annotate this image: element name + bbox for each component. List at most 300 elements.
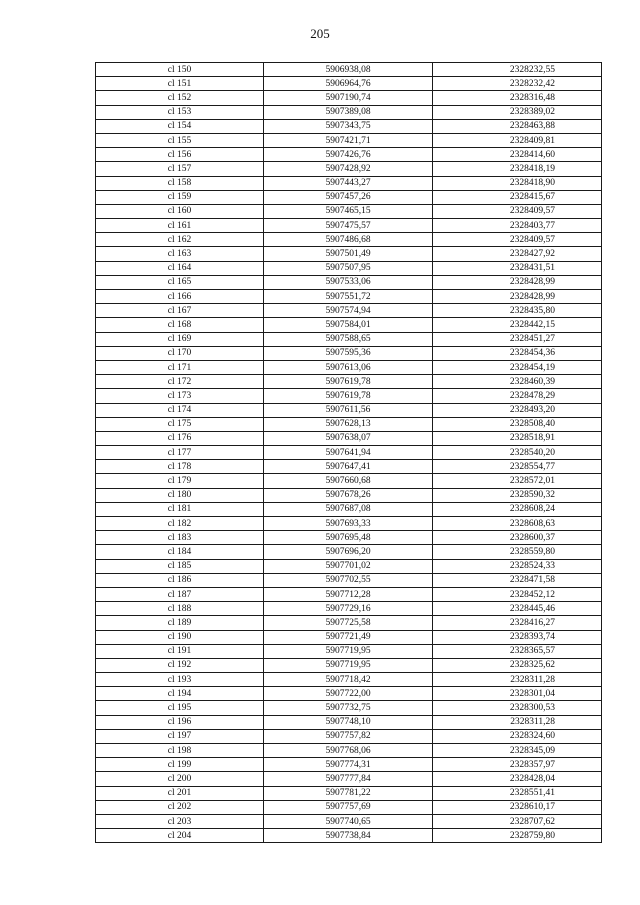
x-coordinate-cell [264, 602, 433, 616]
x-coordinate-cell [264, 119, 433, 133]
y-coordinate-cell [433, 431, 602, 445]
point-name-cell [96, 233, 264, 247]
point-name-text: cl 156 [167, 149, 192, 160]
x-coordinate-cell [264, 403, 433, 417]
point-name-text: cl 167 [167, 305, 192, 316]
table-row [96, 204, 602, 218]
y-coordinate-cell [433, 63, 602, 77]
point-name-text: cl 188 [167, 603, 192, 614]
table-row [96, 133, 602, 147]
table-row [96, 219, 602, 233]
y-coordinate-text: 2328389,02 [509, 107, 555, 118]
point-name-cell [96, 602, 264, 616]
y-coordinate-text: 2328478,29 [509, 390, 555, 401]
point-name-cell [96, 673, 264, 687]
table-row [96, 602, 602, 616]
point-name-text: cl 196 [167, 717, 192, 728]
point-name-cell [96, 332, 264, 346]
y-coordinate-cell [433, 715, 602, 729]
point-name-cell [96, 431, 264, 445]
y-coordinate-text: 2328590,32 [509, 490, 555, 501]
x-coordinate-text: 5907777,84 [325, 773, 371, 784]
y-coordinate-cell [433, 119, 602, 133]
x-coordinate-text: 5907389,08 [325, 107, 371, 118]
y-coordinate-text: 2328316,48 [509, 92, 555, 103]
x-coordinate-cell [264, 375, 433, 389]
table-row [96, 148, 602, 162]
point-name-text: cl 181 [167, 504, 192, 515]
point-name-text: cl 194 [167, 688, 192, 699]
x-coordinate-cell [264, 360, 433, 374]
x-coordinate-text: 5907628,13 [325, 419, 371, 430]
table-row [96, 346, 602, 360]
y-coordinate-cell [433, 77, 602, 91]
point-name-text: cl 159 [167, 192, 192, 203]
x-coordinate-cell [264, 715, 433, 729]
y-coordinate-cell [433, 417, 602, 431]
point-name-cell [96, 360, 264, 374]
point-name-cell [96, 559, 264, 573]
point-name-text: cl 187 [167, 589, 192, 600]
x-coordinate-text: 5907702,55 [325, 575, 371, 586]
x-coordinate-text: 5907660,68 [325, 476, 371, 487]
x-coordinate-text: 5907443,27 [325, 178, 371, 189]
x-coordinate-cell [264, 162, 433, 176]
y-coordinate-cell [433, 360, 602, 374]
page-number: 205 [310, 26, 330, 41]
x-coordinate-text: 5907584,01 [325, 319, 371, 330]
x-coordinate-cell [264, 545, 433, 559]
x-coordinate-cell [264, 148, 433, 162]
point-name-cell [96, 814, 264, 828]
x-coordinate-cell [264, 729, 433, 743]
point-name-cell [96, 375, 264, 389]
point-name-text: cl 164 [167, 263, 192, 274]
point-name-text: cl 157 [167, 163, 192, 174]
table-row [96, 119, 602, 133]
y-coordinate-text: 2328460,39 [509, 376, 555, 387]
point-name-text: cl 155 [167, 135, 192, 146]
y-coordinate-text: 2328409,81 [509, 135, 555, 146]
x-coordinate-cell [264, 190, 433, 204]
point-name-text: cl 161 [167, 220, 192, 231]
point-name-cell [96, 389, 264, 403]
table-row [96, 630, 602, 644]
y-coordinate-cell [433, 233, 602, 247]
x-coordinate-cell [264, 701, 433, 715]
table-row [96, 644, 602, 658]
x-coordinate-cell [264, 829, 433, 843]
y-coordinate-cell [433, 474, 602, 488]
x-coordinate-cell [264, 531, 433, 545]
table-row [96, 474, 602, 488]
y-coordinate-cell [433, 375, 602, 389]
y-coordinate-text: 2328454,19 [509, 362, 555, 373]
table-row [96, 190, 602, 204]
x-coordinate-cell [264, 446, 433, 460]
x-coordinate-text: 5907428,92 [325, 163, 371, 174]
x-coordinate-text: 5907507,95 [325, 263, 371, 274]
point-name-cell [96, 587, 264, 601]
y-coordinate-text: 2328301,04 [509, 688, 555, 699]
y-coordinate-text: 2328508,40 [509, 419, 555, 430]
point-name-cell [96, 304, 264, 318]
y-coordinate-cell [433, 758, 602, 772]
point-name-text: cl 171 [167, 362, 192, 373]
point-name-cell [96, 63, 264, 77]
y-coordinate-cell [433, 701, 602, 715]
table-row [96, 403, 602, 417]
x-coordinate-text: 5907465,15 [325, 206, 371, 217]
table-row [96, 502, 602, 516]
x-coordinate-cell [264, 318, 433, 332]
x-coordinate-cell [264, 275, 433, 289]
y-coordinate-cell [433, 687, 602, 701]
table-row [96, 687, 602, 701]
x-coordinate-text: 5907757,82 [325, 731, 371, 742]
table-row [96, 105, 602, 119]
point-name-cell [96, 403, 264, 417]
point-name-text: cl 203 [167, 816, 192, 827]
x-coordinate-text: 5906964,76 [325, 78, 371, 89]
x-coordinate-text: 5907757,69 [325, 802, 371, 813]
point-name-cell [96, 829, 264, 843]
y-coordinate-text: 2328325,62 [509, 660, 555, 671]
y-coordinate-cell [433, 573, 602, 587]
x-coordinate-text: 5907719,95 [325, 646, 371, 657]
x-coordinate-text: 5907619,78 [325, 376, 371, 387]
y-coordinate-text: 2328759,80 [509, 830, 555, 841]
table-row [96, 715, 602, 729]
x-coordinate-cell [264, 332, 433, 346]
y-coordinate-cell [433, 559, 602, 573]
x-coordinate-cell [264, 517, 433, 531]
x-coordinate-text: 5907748,10 [325, 717, 371, 728]
point-name-text: cl 173 [167, 390, 192, 401]
table-row [96, 488, 602, 502]
y-coordinate-text: 2328428,04 [509, 773, 555, 784]
x-coordinate-cell [264, 63, 433, 77]
table-row [96, 772, 602, 786]
point-name-text: cl 154 [167, 121, 192, 132]
y-coordinate-text: 2328418,19 [509, 163, 555, 174]
point-name-text: cl 193 [167, 674, 192, 685]
y-coordinate-cell [433, 162, 602, 176]
table-row [96, 247, 602, 261]
y-coordinate-text: 2328608,24 [509, 504, 555, 515]
y-coordinate-cell [433, 389, 602, 403]
table-row [96, 673, 602, 687]
x-coordinate-text: 5907486,68 [325, 234, 371, 245]
y-coordinate-cell [433, 814, 602, 828]
point-name-text: cl 190 [167, 632, 192, 643]
x-coordinate-cell [264, 77, 433, 91]
table-row [96, 389, 602, 403]
point-name-text: cl 172 [167, 376, 192, 387]
point-name-cell [96, 488, 264, 502]
point-name-cell [96, 502, 264, 516]
x-coordinate-text: 5907641,94 [325, 447, 371, 458]
x-coordinate-cell [264, 630, 433, 644]
point-name-cell [96, 758, 264, 772]
x-coordinate-text: 5907678,26 [325, 490, 371, 501]
table-row [96, 545, 602, 559]
x-coordinate-cell [264, 559, 433, 573]
x-coordinate-cell [264, 247, 433, 261]
x-coordinate-text: 5907721,49 [325, 632, 371, 643]
y-coordinate-cell [433, 105, 602, 119]
x-coordinate-text: 5907588,65 [325, 334, 371, 345]
point-name-text: cl 204 [167, 830, 192, 841]
x-coordinate-cell [264, 389, 433, 403]
y-coordinate-cell [433, 545, 602, 559]
point-name-cell [96, 91, 264, 105]
x-coordinate-text: 5907475,57 [325, 220, 371, 231]
y-coordinate-text: 2328232,42 [509, 78, 555, 89]
x-coordinate-text: 5907501,49 [325, 249, 371, 260]
y-coordinate-text: 2328707,62 [509, 816, 555, 827]
x-coordinate-text: 5907718,42 [325, 674, 371, 685]
point-name-cell [96, 261, 264, 275]
table-row [96, 318, 602, 332]
y-coordinate-text: 2328393,74 [509, 632, 555, 643]
x-coordinate-text: 5907343,75 [325, 121, 371, 132]
table-row [96, 304, 602, 318]
point-name-cell [96, 460, 264, 474]
x-coordinate-text: 5907611,56 [325, 405, 371, 416]
point-name-text: cl 175 [167, 419, 192, 430]
y-coordinate-cell [433, 644, 602, 658]
x-coordinate-cell [264, 431, 433, 445]
point-name-cell [96, 517, 264, 531]
y-coordinate-cell [433, 275, 602, 289]
y-coordinate-text: 2328600,37 [509, 532, 555, 543]
point-name-cell [96, 687, 264, 701]
y-coordinate-text: 2328524,33 [509, 561, 555, 572]
y-coordinate-text: 2328409,57 [509, 234, 555, 245]
table-row [96, 431, 602, 445]
y-coordinate-text: 2328418,90 [509, 178, 555, 189]
table-row [96, 658, 602, 672]
y-coordinate-text: 2328540,20 [509, 447, 555, 458]
point-name-cell [96, 744, 264, 758]
table-row [96, 517, 602, 531]
y-coordinate-cell [433, 176, 602, 190]
x-coordinate-cell [264, 573, 433, 587]
x-coordinate-text: 5907647,41 [325, 461, 371, 472]
y-coordinate-text: 2328551,41 [509, 788, 555, 799]
y-coordinate-cell [433, 772, 602, 786]
x-coordinate-text: 5907693,33 [325, 518, 371, 529]
point-name-text: cl 166 [167, 291, 192, 302]
y-coordinate-text: 2328454,36 [509, 348, 555, 359]
y-coordinate-cell [433, 800, 602, 814]
y-coordinate-text: 2328427,92 [509, 249, 555, 260]
x-coordinate-text: 5907774,31 [325, 759, 371, 770]
y-coordinate-cell [433, 190, 602, 204]
table-row [96, 701, 602, 715]
x-coordinate-text: 5907701,02 [325, 561, 371, 572]
x-coordinate-text: 5907722,00 [325, 688, 371, 699]
y-coordinate-text: 2328311,28 [510, 674, 555, 685]
y-coordinate-text: 2328324,60 [509, 731, 555, 742]
x-coordinate-text: 5907574,94 [325, 305, 371, 316]
x-coordinate-cell [264, 91, 433, 105]
point-name-text: cl 183 [167, 532, 192, 543]
table-row [96, 91, 602, 105]
point-name-text: cl 182 [167, 518, 192, 529]
table-row [96, 417, 602, 431]
point-name-text: cl 199 [167, 759, 192, 770]
coordinates-table-body [96, 63, 602, 843]
x-coordinate-cell [264, 204, 433, 218]
y-coordinate-cell [433, 673, 602, 687]
x-coordinate-text: 5907595,36 [325, 348, 371, 359]
x-coordinate-text: 5907457,26 [325, 192, 371, 203]
point-name-text: cl 165 [167, 277, 192, 288]
point-name-cell [96, 176, 264, 190]
point-name-cell [96, 133, 264, 147]
point-name-cell [96, 644, 264, 658]
table-row [96, 531, 602, 545]
point-name-cell [96, 772, 264, 786]
y-coordinate-text: 2328415,67 [509, 192, 555, 203]
point-name-cell [96, 148, 264, 162]
x-coordinate-cell [264, 502, 433, 516]
point-name-text: cl 174 [167, 405, 192, 416]
point-name-cell [96, 219, 264, 233]
point-name-cell [96, 729, 264, 743]
x-coordinate-cell [264, 772, 433, 786]
x-coordinate-cell [264, 346, 433, 360]
table-row [96, 758, 602, 772]
y-coordinate-text: 2328493,20 [509, 405, 555, 416]
point-name-text: cl 202 [167, 802, 192, 813]
point-name-text: cl 158 [167, 178, 192, 189]
x-coordinate-text: 5907695,48 [325, 532, 371, 543]
x-coordinate-cell [264, 758, 433, 772]
y-coordinate-cell [433, 729, 602, 743]
y-coordinate-text: 2328435,80 [509, 305, 555, 316]
table-row [96, 162, 602, 176]
y-coordinate-cell [433, 616, 602, 630]
point-name-cell [96, 701, 264, 715]
y-coordinate-cell [433, 290, 602, 304]
x-coordinate-cell [264, 290, 433, 304]
x-coordinate-text: 5906938,08 [325, 64, 371, 75]
y-coordinate-text: 2328409,57 [509, 206, 555, 217]
x-coordinate-text: 5907712,28 [325, 589, 371, 600]
y-coordinate-cell [433, 446, 602, 460]
table-row [96, 290, 602, 304]
point-name-cell [96, 800, 264, 814]
y-coordinate-text: 2328463,88 [509, 121, 555, 132]
x-coordinate-cell [264, 673, 433, 687]
y-coordinate-cell [433, 786, 602, 800]
y-coordinate-cell [433, 318, 602, 332]
point-name-cell [96, 77, 264, 91]
x-coordinate-cell [264, 304, 433, 318]
point-name-text: cl 201 [167, 788, 192, 799]
y-coordinate-cell [433, 261, 602, 275]
x-coordinate-cell [264, 587, 433, 601]
y-coordinate-text: 2328416,27 [509, 617, 555, 628]
point-name-cell [96, 715, 264, 729]
table-row [96, 375, 602, 389]
point-name-text: cl 198 [167, 745, 192, 756]
y-coordinate-text: 2328559,80 [509, 546, 555, 557]
point-name-cell [96, 545, 264, 559]
point-name-text: cl 152 [167, 92, 192, 103]
point-name-text: cl 168 [167, 319, 192, 330]
point-name-cell [96, 531, 264, 545]
x-coordinate-text: 5907725,58 [325, 617, 371, 628]
y-coordinate-text: 2328608,63 [509, 518, 555, 529]
x-coordinate-cell [264, 814, 433, 828]
x-coordinate-text: 5907740,65 [325, 816, 371, 827]
point-name-text: cl 150 [167, 64, 192, 75]
point-name-cell [96, 119, 264, 133]
table-row [96, 829, 602, 843]
point-name-text: cl 180 [167, 490, 192, 501]
table-row [96, 460, 602, 474]
point-name-cell [96, 417, 264, 431]
y-coordinate-text: 2328442,15 [509, 319, 555, 330]
y-coordinate-cell [433, 630, 602, 644]
y-coordinate-cell [433, 531, 602, 545]
y-coordinate-text: 2328311,28 [510, 717, 555, 728]
table-row [96, 77, 602, 91]
y-coordinate-cell [433, 460, 602, 474]
point-name-cell [96, 630, 264, 644]
point-name-text: cl 197 [167, 731, 192, 742]
y-coordinate-text: 2328610,17 [509, 802, 555, 813]
y-coordinate-text: 2328345,09 [509, 745, 555, 756]
x-coordinate-text: 5907551,72 [325, 291, 371, 302]
x-coordinate-text: 5907729,16 [325, 603, 371, 614]
y-coordinate-cell [433, 829, 602, 843]
y-coordinate-text: 2328428,99 [509, 277, 555, 288]
y-coordinate-cell [433, 744, 602, 758]
x-coordinate-cell [264, 176, 433, 190]
point-name-text: cl 184 [167, 546, 192, 557]
x-coordinate-text: 5907687,08 [325, 504, 371, 515]
point-name-cell [96, 616, 264, 630]
y-coordinate-cell [433, 602, 602, 616]
point-name-cell [96, 658, 264, 672]
table-row [96, 616, 602, 630]
table-row [96, 275, 602, 289]
y-coordinate-text: 2328445,46 [509, 603, 555, 614]
y-coordinate-cell [433, 204, 602, 218]
point-name-cell [96, 204, 264, 218]
y-coordinate-cell [433, 346, 602, 360]
table-row [96, 360, 602, 374]
point-name-text: cl 160 [167, 206, 192, 217]
x-coordinate-cell [264, 488, 433, 502]
x-coordinate-cell [264, 616, 433, 630]
y-coordinate-text: 2328403,77 [509, 220, 555, 231]
point-name-text: cl 162 [167, 234, 192, 245]
y-coordinate-text: 2328452,12 [509, 589, 555, 600]
table-row [96, 814, 602, 828]
x-coordinate-text: 5907732,75 [325, 703, 371, 714]
y-coordinate-text: 2328300,53 [509, 703, 555, 714]
point-name-cell [96, 190, 264, 204]
point-name-cell [96, 275, 264, 289]
x-coordinate-cell [264, 261, 433, 275]
point-name-cell [96, 318, 264, 332]
